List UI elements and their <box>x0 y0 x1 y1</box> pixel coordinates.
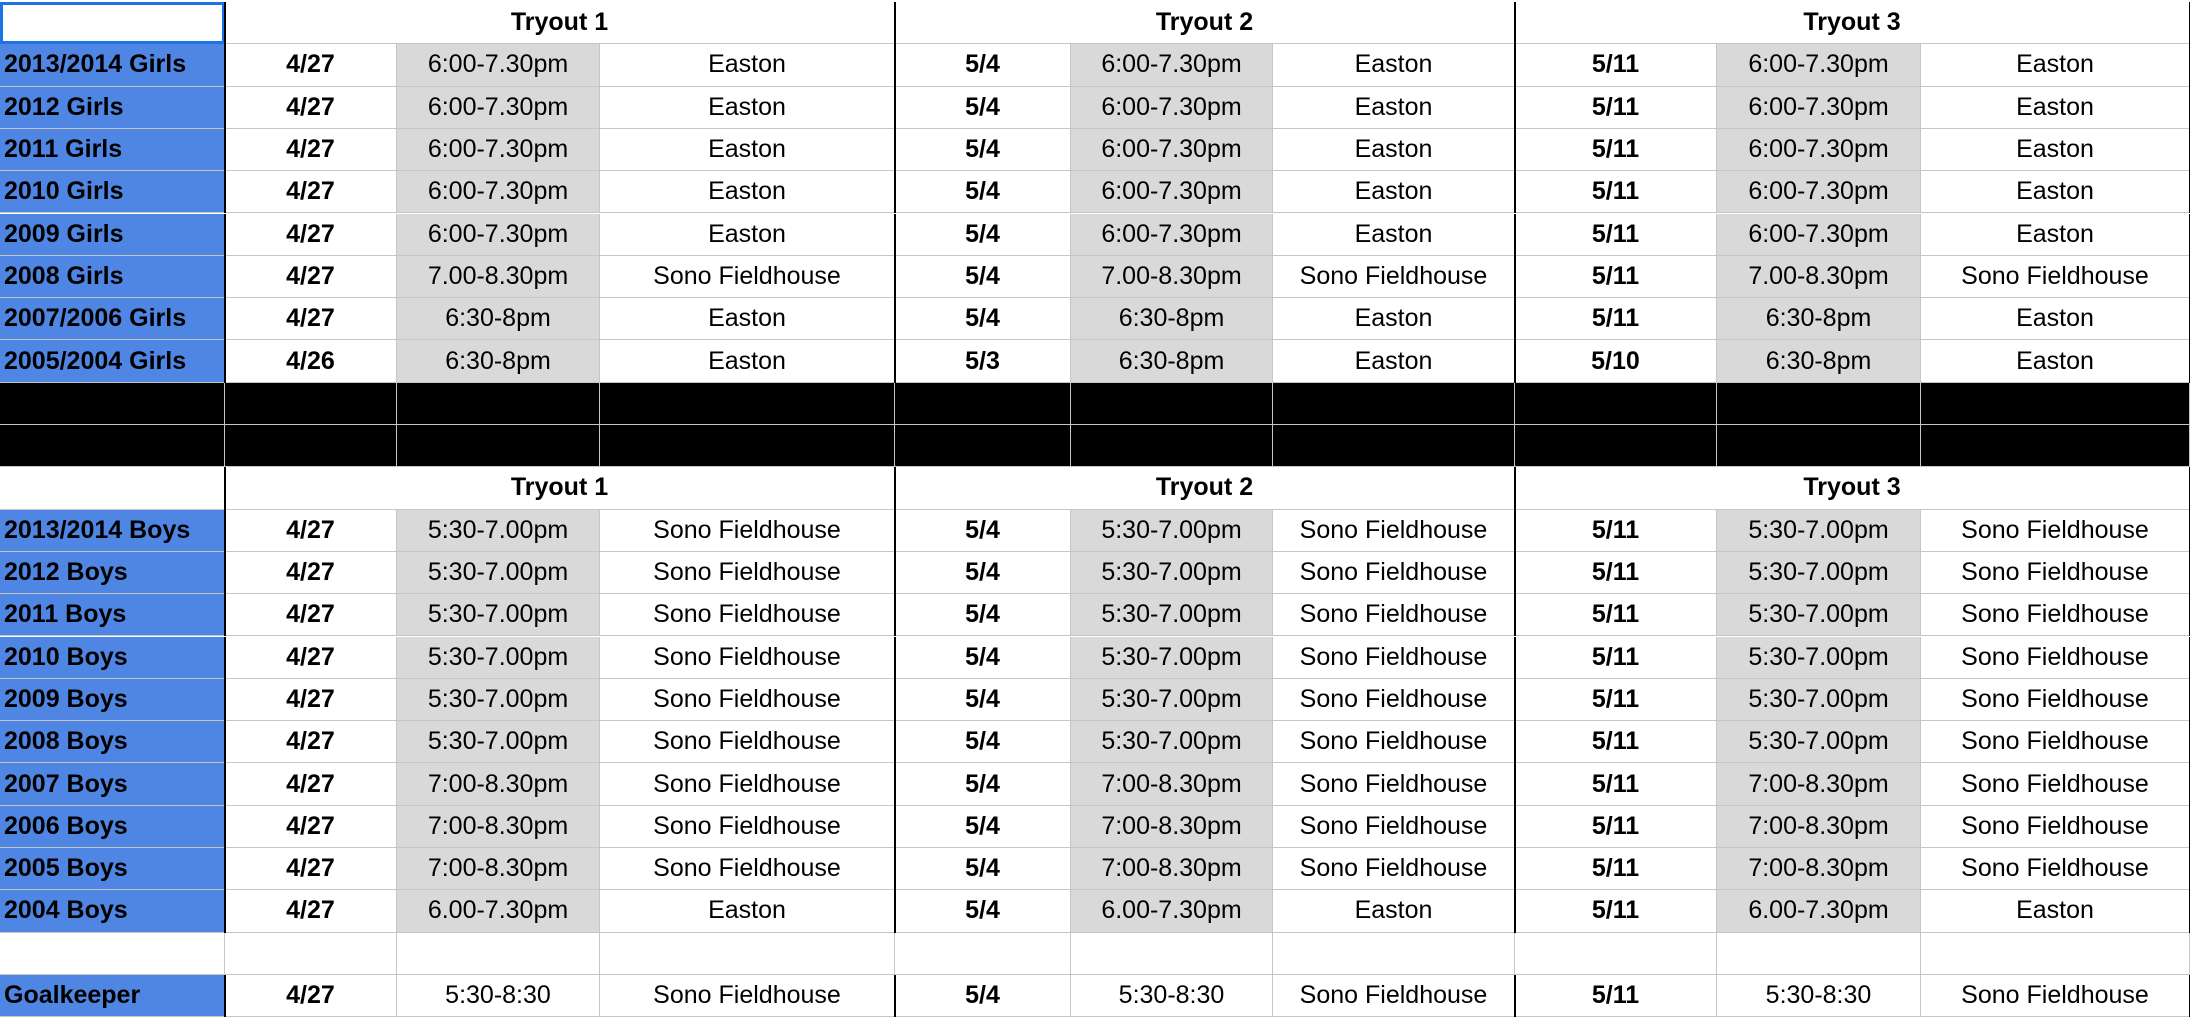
tryout-1-date-cell[interactable]: 4/27 <box>225 214 397 256</box>
tryout-1-date-cell[interactable]: 4/27 <box>225 87 397 129</box>
group-divider <box>1514 298 1516 340</box>
tryout-3-location-cell[interactable]: Easton <box>1921 171 2190 213</box>
empty-row[interactable] <box>1717 933 1921 975</box>
row-label-2005-boys[interactable]: 2005 Boys <box>0 848 225 890</box>
tryout-1-date-cell[interactable]: 4/27 <box>225 298 397 340</box>
divider-row[interactable] <box>1717 383 1921 425</box>
group-divider <box>1514 763 1516 805</box>
group-divider <box>224 552 226 594</box>
tryout-1-location-cell[interactable]: Sono Fieldhouse <box>600 721 895 763</box>
row-label-2006-boys[interactable]: 2006 Boys <box>0 806 225 848</box>
tryout-1-date-cell[interactable]: 4/26 <box>225 340 397 382</box>
tryout-2-location-cell[interactable]: Sono Fieldhouse <box>1273 510 1515 552</box>
tryout-2-time-cell[interactable]: 5:30-7.00pm <box>1071 510 1273 552</box>
header-corner-cell[interactable] <box>0 467 225 509</box>
group-divider <box>894 679 896 721</box>
group-divider <box>1514 975 1516 1017</box>
tryout-3-location-cell[interactable]: Sono Fieldhouse <box>1921 552 2190 594</box>
tryout-2-time-cell[interactable]: 5:30-7.00pm <box>1071 594 1273 636</box>
tryout-3-location-cell[interactable]: Sono Fieldhouse <box>1921 256 2190 298</box>
row-label-2012-boys[interactable]: 2012 Boys <box>0 552 225 594</box>
tryout-1-date-cell[interactable]: 4/27 <box>225 763 397 805</box>
tryout-3-location-cell[interactable]: Sono Fieldhouse <box>1921 806 2190 848</box>
tryout-1-location-cell[interactable]: Sono Fieldhouse <box>600 637 895 679</box>
tryout-2-location-cell[interactable]: Sono Fieldhouse <box>1273 763 1515 805</box>
tryout-2-date-cell[interactable]: 5/4 <box>895 637 1071 679</box>
group-divider <box>894 763 896 805</box>
tryout-1-location-cell[interactable]: Sono Fieldhouse <box>600 763 895 805</box>
tryout-2-time-cell[interactable]: 5:30-7.00pm <box>1071 637 1273 679</box>
tryout-3-date-cell[interactable]: 5/11 <box>1515 129 1717 171</box>
tryout-1-time-cell[interactable]: 6:00-7.30pm <box>397 214 600 256</box>
group-divider <box>894 44 896 86</box>
divider-row[interactable] <box>1273 425 1515 467</box>
tryout-3-location-cell[interactable]: Sono Fieldhouse <box>1921 975 2190 1017</box>
tryout-2-date-cell[interactable]: 5/4 <box>895 890 1071 932</box>
tryout-2-location-cell[interactable]: Easton <box>1273 890 1515 932</box>
tryout-1-time-cell[interactable]: 5:30-7.00pm <box>397 510 600 552</box>
tryout-2-date-cell[interactable]: 5/4 <box>895 171 1071 213</box>
tryout-2-location-cell[interactable]: Sono Fieldhouse <box>1273 552 1515 594</box>
tryout-3-time-cell[interactable]: 6:00-7.30pm <box>1717 214 1921 256</box>
tryout-2-date-cell[interactable]: 5/4 <box>895 129 1071 171</box>
tryout-1-location-cell[interactable]: Easton <box>600 171 895 213</box>
group-divider <box>224 510 226 552</box>
tryout-3-location-cell[interactable]: Sono Fieldhouse <box>1921 594 2190 636</box>
group-divider <box>224 214 226 256</box>
tryout-2-time-cell[interactable]: 6:30-8pm <box>1071 340 1273 382</box>
tryout-1-location-cell[interactable]: Easton <box>600 44 895 86</box>
tryout-1-time-cell[interactable]: 7:00-8.30pm <box>397 848 600 890</box>
group-divider <box>224 44 226 86</box>
tryout-3-location-cell[interactable]: Sono Fieldhouse <box>1921 763 2190 805</box>
group-divider <box>894 298 896 340</box>
tryout-2-time-cell[interactable]: 7:00-8.30pm <box>1071 763 1273 805</box>
tryout-1-time-cell[interactable]: 6:00-7.30pm <box>397 44 600 86</box>
tryout-2-date-cell[interactable]: 5/4 <box>895 848 1071 890</box>
group-divider <box>224 129 226 171</box>
tryout-3-location-cell[interactable]: Sono Fieldhouse <box>1921 637 2190 679</box>
divider-row[interactable] <box>1717 425 1921 467</box>
tryout-1-time-cell[interactable]: 7:00-8.30pm <box>397 763 600 805</box>
empty-row[interactable] <box>895 933 1071 975</box>
tryout-1-date-cell[interactable]: 4/27 <box>225 171 397 213</box>
tryout-3-time-cell[interactable]: 5:30-8:30 <box>1717 975 1921 1017</box>
group-divider <box>224 637 226 679</box>
tryout-3-time-cell[interactable]: 5:30-7.00pm <box>1717 510 1921 552</box>
tryout-3-location-cell[interactable]: Sono Fieldhouse <box>1921 510 2190 552</box>
tryout-2-location-cell[interactable]: Easton <box>1273 44 1515 86</box>
group-divider <box>1514 467 1516 509</box>
tryout-3-time-cell[interactable]: 6:30-8pm <box>1717 298 1921 340</box>
tryout-3-date-cell[interactable]: 5/11 <box>1515 298 1717 340</box>
divider-row[interactable] <box>895 383 1071 425</box>
tryout-3-time-cell[interactable]: 6:30-8pm <box>1717 340 1921 382</box>
group-divider <box>894 552 896 594</box>
tryout-2-location-cell[interactable]: Sono Fieldhouse <box>1273 721 1515 763</box>
tryout-3-time-cell[interactable]: 7:00-8.30pm <box>1717 763 1921 805</box>
tryout-1-time-cell[interactable]: 5:30-7.00pm <box>397 594 600 636</box>
tryout-3-time-cell[interactable]: 5:30-7.00pm <box>1717 552 1921 594</box>
empty-row[interactable] <box>600 933 895 975</box>
tryout-3-date-cell[interactable]: 5/11 <box>1515 637 1717 679</box>
tryout-1-header[interactable]: Tryout 1 <box>225 2 895 44</box>
group-divider <box>894 87 896 129</box>
group-divider <box>224 679 226 721</box>
tryout-1-date-cell[interactable]: 4/27 <box>225 848 397 890</box>
tryout-3-date-cell[interactable]: 5/11 <box>1515 679 1717 721</box>
tryout-3-date-cell[interactable]: 5/11 <box>1515 763 1717 805</box>
empty-row[interactable] <box>0 933 225 975</box>
tryout-1-location-cell[interactable]: Sono Fieldhouse <box>600 594 895 636</box>
tryout-2-time-cell[interactable]: 6.00-7.30pm <box>1071 890 1273 932</box>
tryout-2-location-cell[interactable]: Easton <box>1273 87 1515 129</box>
tryout-1-location-cell[interactable]: Easton <box>600 890 895 932</box>
tryout-1-location-cell[interactable]: Easton <box>600 214 895 256</box>
tryout-3-location-cell[interactable]: Easton <box>1921 340 2190 382</box>
tryout-2-date-cell[interactable]: 5/4 <box>895 552 1071 594</box>
group-divider <box>1514 171 1516 213</box>
tryout-2-time-cell[interactable]: 6:00-7.30pm <box>1071 171 1273 213</box>
tryout-2-location-cell[interactable]: Sono Fieldhouse <box>1273 806 1515 848</box>
group-divider <box>894 890 896 932</box>
divider-row[interactable] <box>1071 425 1273 467</box>
tryout-2-date-cell[interactable]: 5/4 <box>895 44 1071 86</box>
row-label-2011-girls[interactable]: 2011 Girls <box>0 129 225 171</box>
group-divider <box>224 806 226 848</box>
divider-row[interactable] <box>0 383 225 425</box>
group-divider <box>894 637 896 679</box>
tryout-3-date-cell[interactable]: 5/11 <box>1515 510 1717 552</box>
group-divider <box>894 594 896 636</box>
tryout-3-time-cell[interactable]: 6:00-7.30pm <box>1717 87 1921 129</box>
tryout-1-location-cell[interactable]: Sono Fieldhouse <box>600 679 895 721</box>
tryout-1-location-cell[interactable]: Easton <box>600 340 895 382</box>
group-divider <box>224 890 226 932</box>
tryout-1-date-cell[interactable]: 4/27 <box>225 637 397 679</box>
group-divider <box>1514 44 1516 86</box>
group-divider <box>894 214 896 256</box>
group-divider <box>224 848 226 890</box>
tryout-1-location-cell[interactable]: Sono Fieldhouse <box>600 848 895 890</box>
empty-row[interactable] <box>397 933 600 975</box>
row-label-2012-girls[interactable]: 2012 Girls <box>0 87 225 129</box>
tryout-1-time-cell[interactable]: 7:00-8.30pm <box>397 806 600 848</box>
tryout-2-date-cell[interactable]: 5/4 <box>895 721 1071 763</box>
tryout-3-time-cell[interactable]: 6:00-7.30pm <box>1717 171 1921 213</box>
tryout-3-location-cell[interactable]: Easton <box>1921 44 2190 86</box>
tryout-2-time-cell[interactable]: 5:30-7.00pm <box>1071 552 1273 594</box>
tryout-3-header[interactable]: Tryout 3 <box>1515 2 2190 44</box>
tryout-1-header[interactable]: Tryout 1 <box>225 467 895 509</box>
group-divider <box>224 594 226 636</box>
tryout-3-location-cell[interactable]: Easton <box>1921 214 2190 256</box>
tryout-2-location-cell[interactable]: Sono Fieldhouse <box>1273 637 1515 679</box>
tryout-3-time-cell[interactable]: 5:30-7.00pm <box>1717 594 1921 636</box>
tryout-3-time-cell[interactable]: 7.00-8.30pm <box>1717 256 1921 298</box>
group-divider <box>224 763 226 805</box>
tryout-3-time-cell[interactable]: 5:30-7.00pm <box>1717 679 1921 721</box>
tryout-2-header[interactable]: Tryout 2 <box>895 2 1515 44</box>
group-divider <box>1514 848 1516 890</box>
divider-row[interactable] <box>1273 383 1515 425</box>
tryout-1-date-cell[interactable]: 4/27 <box>225 44 397 86</box>
tryout-3-date-cell[interactable]: 5/11 <box>1515 552 1717 594</box>
tryout-1-time-cell[interactable]: 6:30-8pm <box>397 340 600 382</box>
row-label-2011-boys[interactable]: 2011 Boys <box>0 594 225 636</box>
tryout-1-time-cell[interactable]: 5:30-8:30 <box>397 975 600 1017</box>
tryout-2-time-cell[interactable]: 6:30-8pm <box>1071 298 1273 340</box>
group-divider <box>894 721 896 763</box>
tryout-1-date-cell[interactable]: 4/27 <box>225 594 397 636</box>
tryout-1-time-cell[interactable]: 5:30-7.00pm <box>397 721 600 763</box>
tryout-2-date-cell[interactable]: 5/4 <box>895 975 1071 1017</box>
tryout-1-date-cell[interactable]: 4/27 <box>225 552 397 594</box>
divider-row[interactable] <box>225 425 397 467</box>
empty-row[interactable] <box>1071 933 1273 975</box>
divider-row[interactable] <box>895 425 1071 467</box>
tryout-1-location-cell[interactable]: Sono Fieldhouse <box>600 975 895 1017</box>
row-label-2010-boys[interactable]: 2010 Boys <box>0 637 225 679</box>
tryout-2-date-cell[interactable]: 5/4 <box>895 298 1071 340</box>
group-divider <box>1514 552 1516 594</box>
tryout-2-location-cell[interactable]: Sono Fieldhouse <box>1273 679 1515 721</box>
tryout-3-date-cell[interactable]: 5/11 <box>1515 594 1717 636</box>
tryout-2-date-cell[interactable]: 5/4 <box>895 594 1071 636</box>
tryout-3-time-cell[interactable]: 5:30-7.00pm <box>1717 637 1921 679</box>
group-divider <box>224 87 226 129</box>
tryout-3-date-cell[interactable]: 5/11 <box>1515 806 1717 848</box>
row-label-2010-girls[interactable]: 2010 Girls <box>0 171 225 213</box>
empty-row[interactable] <box>1273 933 1515 975</box>
tryout-3-location-cell[interactable]: Easton <box>1921 129 2190 171</box>
tryout-2-date-cell[interactable]: 5/4 <box>895 510 1071 552</box>
group-divider <box>1514 256 1516 298</box>
row-label-2009-girls[interactable]: 2009 Girls <box>0 214 225 256</box>
group-divider <box>224 2 226 44</box>
group-divider <box>894 848 896 890</box>
tryout-1-time-cell[interactable]: 5:30-7.00pm <box>397 679 600 721</box>
tryout-1-time-cell[interactable]: 5:30-7.00pm <box>397 637 600 679</box>
tryout-2-time-cell[interactable]: 7.00-8.30pm <box>1071 256 1273 298</box>
tryout-3-date-cell[interactable]: 5/11 <box>1515 721 1717 763</box>
row-label-2005-2004-girls[interactable]: 2005/2004 Girls <box>0 340 225 382</box>
row-label-2004-boys[interactable]: 2004 Boys <box>0 890 225 932</box>
group-divider <box>1514 721 1516 763</box>
tryout-3-date-cell[interactable]: 5/11 <box>1515 87 1717 129</box>
header-corner-cell[interactable] <box>0 2 225 44</box>
group-divider <box>224 340 226 382</box>
divider-row[interactable] <box>1071 383 1273 425</box>
tryout-1-date-cell[interactable]: 4/27 <box>225 510 397 552</box>
tryout-2-date-cell[interactable]: 5/4 <box>895 763 1071 805</box>
tryout-3-date-cell[interactable]: 5/11 <box>1515 890 1717 932</box>
tryout-3-date-cell[interactable]: 5/10 <box>1515 340 1717 382</box>
tryout-3-date-cell[interactable]: 5/11 <box>1515 848 1717 890</box>
tryout-2-location-cell[interactable]: Easton <box>1273 214 1515 256</box>
tryout-1-location-cell[interactable]: Easton <box>600 298 895 340</box>
tryout-1-location-cell[interactable]: Sono Fieldhouse <box>600 806 895 848</box>
empty-row[interactable] <box>225 933 397 975</box>
tryout-3-date-cell[interactable]: 5/11 <box>1515 44 1717 86</box>
tryout-2-date-cell[interactable]: 5/4 <box>895 256 1071 298</box>
tryout-2-date-cell[interactable]: 5/3 <box>895 340 1071 382</box>
tryout-3-time-cell[interactable]: 6.00-7.30pm <box>1717 890 1921 932</box>
tryout-1-time-cell[interactable]: 7.00-8.30pm <box>397 256 600 298</box>
tryout-3-date-cell[interactable]: 5/11 <box>1515 975 1717 1017</box>
tryout-2-location-cell[interactable]: Easton <box>1273 129 1515 171</box>
tryout-1-date-cell[interactable]: 4/27 <box>225 806 397 848</box>
divider-row[interactable] <box>397 425 600 467</box>
row-label-2013-2014-girls[interactable]: 2013/2014 Girls <box>0 44 225 86</box>
tryout-1-date-cell[interactable]: 4/27 <box>225 679 397 721</box>
tryout-2-date-cell[interactable]: 5/4 <box>895 214 1071 256</box>
tryout-3-time-cell[interactable]: 7:00-8.30pm <box>1717 848 1921 890</box>
tryout-2-header[interactable]: Tryout 2 <box>895 467 1515 509</box>
divider-row[interactable] <box>225 383 397 425</box>
group-divider <box>894 510 896 552</box>
tryout-3-header[interactable]: Tryout 3 <box>1515 467 2190 509</box>
tryout-1-date-cell[interactable]: 4/27 <box>225 256 397 298</box>
tryout-2-date-cell[interactable]: 5/4 <box>895 806 1071 848</box>
tryout-3-time-cell[interactable]: 6:00-7.30pm <box>1717 129 1921 171</box>
tryout-3-location-cell[interactable]: Sono Fieldhouse <box>1921 721 2190 763</box>
tryout-3-location-cell[interactable]: Sono Fieldhouse <box>1921 848 2190 890</box>
tryout-3-date-cell[interactable]: 5/11 <box>1515 214 1717 256</box>
tryout-3-location-cell[interactable]: Sono Fieldhouse <box>1921 679 2190 721</box>
tryout-1-location-cell[interactable]: Easton <box>600 129 895 171</box>
tryout-1-time-cell[interactable]: 6:30-8pm <box>397 298 600 340</box>
group-divider <box>894 2 896 44</box>
group-divider <box>894 975 896 1017</box>
tryout-3-time-cell[interactable]: 5:30-7.00pm <box>1717 721 1921 763</box>
tryout-1-time-cell[interactable]: 5:30-7.00pm <box>397 552 600 594</box>
tryout-1-date-cell[interactable]: 4/27 <box>225 129 397 171</box>
tryout-1-location-cell[interactable]: Sono Fieldhouse <box>600 552 895 594</box>
tryout-1-location-cell[interactable]: Sono Fieldhouse <box>600 510 895 552</box>
tryout-2-location-cell[interactable]: Sono Fieldhouse <box>1273 594 1515 636</box>
group-divider <box>1514 890 1516 932</box>
tryout-2-time-cell[interactable]: 7:00-8.30pm <box>1071 848 1273 890</box>
divider-row[interactable] <box>0 425 225 467</box>
empty-row[interactable] <box>1515 933 1717 975</box>
group-divider <box>1514 679 1516 721</box>
tryout-2-time-cell[interactable]: 5:30-8:30 <box>1071 975 1273 1017</box>
tryout-2-location-cell[interactable]: Sono Fieldhouse <box>1273 848 1515 890</box>
group-divider <box>224 467 226 509</box>
group-divider <box>224 975 226 1017</box>
tryout-3-location-cell[interactable]: Easton <box>1921 87 2190 129</box>
tryout-2-location-cell[interactable]: Easton <box>1273 298 1515 340</box>
tryout-2-time-cell[interactable]: 6:00-7.30pm <box>1071 44 1273 86</box>
divider-row[interactable] <box>1921 383 2190 425</box>
row-label-2009-boys[interactable]: 2009 Boys <box>0 679 225 721</box>
group-divider <box>894 171 896 213</box>
tryout-1-time-cell[interactable]: 6.00-7.30pm <box>397 890 600 932</box>
row-label-2008-boys[interactable]: 2008 Boys <box>0 721 225 763</box>
tryout-2-time-cell[interactable]: 6:00-7.30pm <box>1071 214 1273 256</box>
tryout-2-time-cell[interactable]: 5:30-7.00pm <box>1071 721 1273 763</box>
divider-row[interactable] <box>1921 425 2190 467</box>
row-label-2007-boys[interactable]: 2007 Boys <box>0 763 225 805</box>
tryout-2-location-cell[interactable]: Sono Fieldhouse <box>1273 256 1515 298</box>
group-divider <box>224 171 226 213</box>
tryout-3-date-cell[interactable]: 5/11 <box>1515 256 1717 298</box>
tryout-3-date-cell[interactable]: 5/11 <box>1515 171 1717 213</box>
divider-row[interactable] <box>600 383 895 425</box>
empty-row[interactable] <box>1921 933 2190 975</box>
tryout-2-date-cell[interactable]: 5/4 <box>895 87 1071 129</box>
group-divider <box>224 256 226 298</box>
group-divider <box>224 721 226 763</box>
group-divider <box>1514 2 1516 44</box>
row-label-goalkeeper[interactable]: Goalkeeper <box>0 975 225 1017</box>
tryout-2-date-cell[interactable]: 5/4 <box>895 679 1071 721</box>
tryout-2-location-cell[interactable]: Easton <box>1273 340 1515 382</box>
tryout-2-time-cell[interactable]: 6:00-7.30pm <box>1071 129 1273 171</box>
group-divider <box>894 806 896 848</box>
group-divider <box>1514 214 1516 256</box>
group-divider <box>894 129 896 171</box>
divider-row[interactable] <box>1515 425 1717 467</box>
group-divider <box>894 340 896 382</box>
row-label-2007-2006-girls[interactable]: 2007/2006 Girls <box>0 298 225 340</box>
tryout-2-location-cell[interactable]: Sono Fieldhouse <box>1273 975 1515 1017</box>
divider-row[interactable] <box>1515 383 1717 425</box>
group-divider <box>894 467 896 509</box>
divider-row[interactable] <box>397 383 600 425</box>
tryout-2-time-cell[interactable]: 5:30-7.00pm <box>1071 679 1273 721</box>
tryout-1-location-cell[interactable]: Sono Fieldhouse <box>600 256 895 298</box>
tryout-1-time-cell[interactable]: 6:00-7.30pm <box>397 171 600 213</box>
tryout-3-time-cell[interactable]: 7:00-8.30pm <box>1717 806 1921 848</box>
tryout-1-date-cell[interactable]: 4/27 <box>225 890 397 932</box>
row-label-2008-girls[interactable]: 2008 Girls <box>0 256 225 298</box>
group-divider <box>894 256 896 298</box>
group-divider <box>1514 129 1516 171</box>
tryout-1-time-cell[interactable]: 6:00-7.30pm <box>397 129 600 171</box>
tryout-3-location-cell[interactable]: Easton <box>1921 890 2190 932</box>
group-divider <box>1514 637 1516 679</box>
tryout-1-date-cell[interactable]: 4/27 <box>225 975 397 1017</box>
tryout-2-time-cell[interactable]: 7:00-8.30pm <box>1071 806 1273 848</box>
group-divider <box>1514 510 1516 552</box>
tryout-1-date-cell[interactable]: 4/27 <box>225 721 397 763</box>
group-divider <box>1514 594 1516 636</box>
group-divider <box>1514 806 1516 848</box>
group-divider <box>1514 340 1516 382</box>
tryout-1-time-cell[interactable]: 6:00-7.30pm <box>397 87 600 129</box>
tryout-2-location-cell[interactable]: Easton <box>1273 171 1515 213</box>
group-divider <box>1514 87 1516 129</box>
row-label-2013-2014-boys[interactable]: 2013/2014 Boys <box>0 510 225 552</box>
tryout-3-location-cell[interactable]: Easton <box>1921 298 2190 340</box>
tryout-1-location-cell[interactable]: Easton <box>600 87 895 129</box>
group-divider <box>224 298 226 340</box>
divider-row[interactable] <box>600 425 895 467</box>
tryout-2-time-cell[interactable]: 6:00-7.30pm <box>1071 87 1273 129</box>
tryout-3-time-cell[interactable]: 6:00-7.30pm <box>1717 44 1921 86</box>
